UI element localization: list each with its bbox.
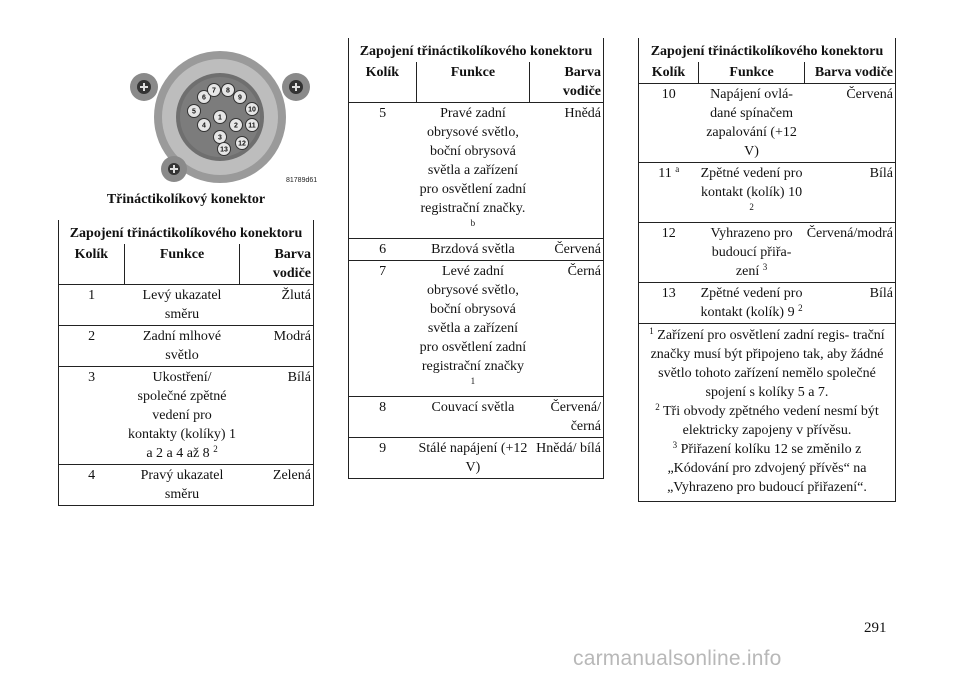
table-row	[349, 103, 604, 239]
cell-pin: 11 $^a$	[639, 163, 699, 223]
footnote-marker: 2	[798, 303, 803, 313]
connector-pin-label: 7	[212, 87, 216, 95]
connector-pin-label: 3	[218, 134, 222, 142]
connector-table-3	[638, 38, 896, 502]
page-number: 291	[864, 620, 887, 636]
cell-pin: 13	[639, 283, 699, 324]
cell-color: Hnědá/ bílá	[530, 438, 604, 479]
footnote-marker: a	[675, 164, 680, 174]
connector-pin-label: 11	[248, 122, 256, 130]
table-title: Zapojení třináctikolíkového konektoru	[59, 220, 314, 244]
cell-color: Červená/černá	[530, 397, 604, 438]
cell-pin: 4	[59, 465, 125, 506]
cell-pin: 8	[349, 397, 417, 438]
cell-color: Červená	[805, 84, 896, 163]
cell-pin: 5	[349, 103, 417, 239]
cell-color: Bílá	[805, 163, 896, 223]
column-header-pin: Kolík	[349, 62, 417, 103]
cell-function: Couvací světla	[416, 397, 529, 438]
footnote-marker: 1	[470, 376, 476, 386]
column-header-color: Barva vodiče	[805, 62, 896, 84]
connector-pin-label: 8	[226, 87, 230, 95]
cell-pin: 6	[349, 239, 417, 261]
figure-code: 81789d61	[286, 177, 318, 184]
table-row	[639, 84, 896, 163]
table-row	[59, 285, 314, 326]
cell-color: Červená	[530, 239, 604, 261]
table-row	[349, 397, 604, 438]
cell-color: Červená/modrá	[805, 223, 896, 283]
connector-pin-label: 2	[234, 122, 238, 130]
footnote-marker: 3	[762, 262, 768, 272]
column-header-pin: Kolík	[59, 244, 125, 285]
footnote-marker: b	[470, 218, 476, 228]
table-row	[639, 163, 896, 223]
cell-function: Zpětné vedení pro kontakt (kolík) 9 $^2$	[698, 283, 804, 324]
column-header-color: Barva vodiče	[530, 62, 604, 103]
footnote-marker: 2	[213, 444, 218, 454]
cell-pin: 2	[59, 326, 125, 367]
cell-color: Modrá	[240, 326, 314, 367]
cell-function: Napájení ovlá- dané spínačem zapalování (+12 V)	[698, 84, 804, 163]
cell-color: Žlutá	[240, 285, 314, 326]
cell-function: Levé zadní obrysové světlo, boční obrysová světla a zařízení pro osvětlení zadní registrační značky $^1$	[416, 261, 529, 397]
connector-pin-label: 9	[238, 94, 242, 102]
cell-function: Stálé napájení (+12 V)	[416, 438, 529, 479]
column-header-color: Barva vodiče	[240, 244, 314, 285]
cell-pin: 9	[349, 438, 417, 479]
cell-function: Zpětné vedení pro kontakt (kolík) 10 $^2$	[698, 163, 804, 223]
table-row	[639, 223, 896, 283]
table-row	[59, 326, 314, 367]
cell-pin: 10	[639, 84, 699, 163]
connector-pin-label: 4	[202, 122, 206, 130]
table-title: Zapojení třináctikolíkového konektoru	[639, 38, 896, 62]
cell-color: Hnědá	[530, 103, 604, 239]
connector-pin-label: 5	[192, 108, 196, 116]
cell-function: Zadní mlhové světlo	[124, 326, 240, 367]
table-row	[349, 261, 604, 397]
footnote-number: 1	[649, 326, 654, 336]
column-header-function: Funkce	[124, 244, 240, 285]
cell-pin: 12	[639, 223, 699, 283]
table-row	[349, 438, 604, 479]
table-row	[59, 465, 314, 506]
connector-table-2	[348, 38, 604, 479]
cell-color: Zelená	[240, 465, 314, 506]
footnote-marker: 2	[749, 202, 754, 212]
footnote: $^3$ Přiřazení kolíku 12 se změnilo z „Kódování pro zdvojený přívěs“ na „Vyhrazeno pro budoucí přiřazení“.	[667, 440, 867, 495]
connector-table-1	[58, 220, 314, 506]
watermark: carmanualsonline.info	[573, 647, 782, 670]
table-row	[349, 239, 604, 261]
cell-pin: 1	[59, 285, 125, 326]
connector-diagram	[118, 45, 323, 195]
table-footnotes	[639, 324, 896, 502]
table-row	[639, 283, 896, 324]
connector-pin-label: 12	[238, 140, 246, 148]
footnote-number: 3	[672, 440, 678, 450]
cell-function: Levý ukazatel směru	[124, 285, 240, 326]
cell-color: Černá	[530, 261, 604, 397]
column-header-function: Funkce	[416, 62, 529, 103]
cell-function: Ukostření/ společné zpětné vedení pro kontakty (kolíky) 1 a 2 a 4 až 8 $^2$	[124, 367, 240, 465]
table-title: Zapojení třináctikolíkového konektoru	[349, 38, 604, 62]
cell-function: Vyhrazeno pro budoucí přiřa- zení $^3$	[698, 223, 804, 283]
cell-pin: 7	[349, 261, 417, 397]
cell-color: Bílá	[240, 367, 314, 465]
footnote: $^1$ Zařízení pro osvětlení zadní regis- trační značky musí být připojeno tak, aby žádné světlo tohoto zařízení nemělo společné spojení s kolíky 5 a 7.	[649, 326, 885, 400]
cell-pin: 3	[59, 367, 125, 465]
cell-color: Bílá	[805, 283, 896, 324]
table-row	[59, 367, 314, 465]
connector-pin-label: 13	[220, 146, 228, 154]
column-header-pin: Kolík	[639, 62, 699, 84]
cell-function: Pravý ukazatel směru	[124, 465, 240, 506]
connector-pin-label: 10	[248, 106, 256, 114]
connector-pin-label: 6	[202, 94, 206, 102]
connector-pin-label: 1	[218, 114, 222, 122]
figure-caption: Třináctikolíkový konektor	[106, 192, 266, 207]
column-header-function: Funkce	[698, 62, 804, 84]
footnote-number: 2	[655, 402, 660, 412]
footnote: $^2$ Tři obvody zpětného vedení nesmí být elektricky zapojeny v přívěsu.	[655, 402, 879, 438]
cell-function: Brzdová světla	[416, 239, 529, 261]
cell-function: Pravé zadní obrysové světlo, boční obrysová světla a zařízení pro osvětlení zadní registrační značky. $^b$	[416, 103, 529, 239]
